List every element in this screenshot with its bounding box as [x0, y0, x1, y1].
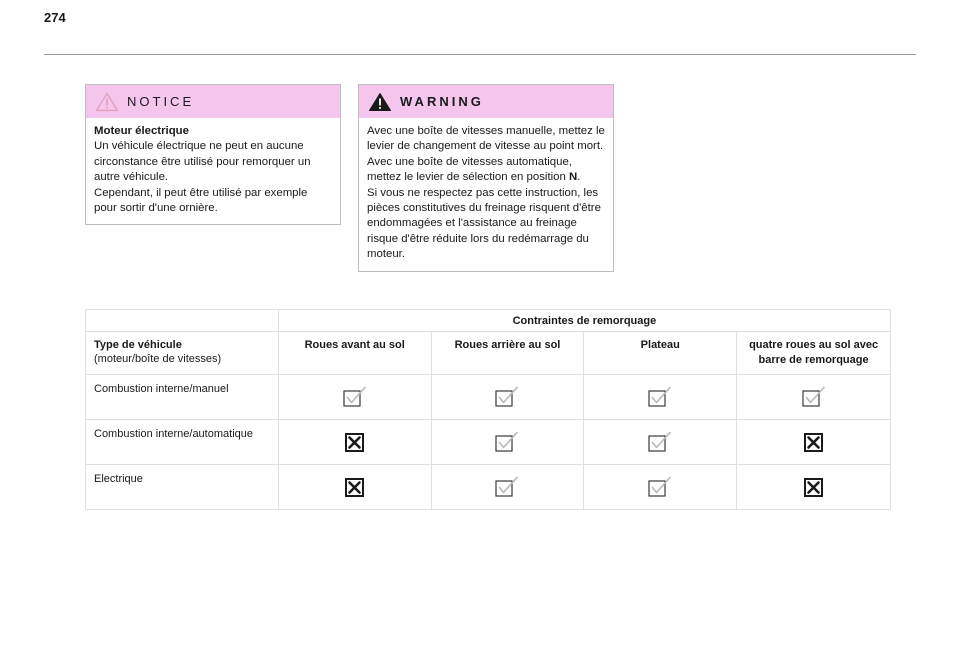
table-cell	[737, 420, 891, 465]
table-cell	[737, 465, 891, 510]
warning-triangle-outline-icon	[95, 92, 119, 112]
table-empty-corner	[86, 310, 279, 332]
table-cell	[584, 420, 737, 465]
page-number: 274	[44, 10, 66, 25]
header-divider	[44, 54, 916, 55]
column-header-flatbed: Plateau	[584, 332, 737, 375]
table-cell	[431, 465, 584, 510]
warning-paragraph-3: Si vous ne respectez pas cette instruction, les pièces constitutives du freinage risquent d'être endommagées et l'assistance au freinage risque d'être réduite lors du redémarrage du moteur.	[367, 186, 601, 261]
check-box-icon	[495, 431, 519, 453]
check-box-icon	[648, 431, 672, 453]
notice-box	[85, 84, 341, 225]
cross-box-icon	[802, 431, 826, 453]
notice-body	[86, 118, 340, 224]
warning-box	[358, 84, 614, 272]
notice-paragraph-1: Un véhicule électrique ne peut en aucune circonstance être utilisé pour remorquer un autre véhicule.	[94, 140, 311, 184]
table-cell	[584, 465, 737, 510]
row-header-title: Type de véhicule	[94, 339, 182, 351]
warning-paragraph-1: Avec une boîte de vitesses manuelle, mettez le levier de changement de vitesse au point mort.	[367, 125, 605, 153]
check-box-icon	[495, 386, 519, 408]
row-label: Combustion interne/manuel	[86, 375, 279, 420]
row-header-subtitle: (moteur/boîte de vitesses)	[94, 353, 222, 365]
warning-title: WARNING	[400, 94, 484, 109]
warning-paragraph-2-end: .	[577, 171, 581, 184]
table-cell	[431, 375, 584, 420]
table-cell	[737, 375, 891, 420]
cross-box-icon	[343, 476, 367, 498]
row-header-vehicle-type	[86, 332, 279, 375]
towing-constraints-table	[85, 309, 891, 510]
table-column-header-row	[86, 332, 891, 375]
check-box-icon	[495, 476, 519, 498]
check-box-icon	[648, 386, 672, 408]
table-cell	[278, 420, 431, 465]
row-label: Combustion interne/automatique	[86, 420, 279, 465]
warning-header	[359, 85, 613, 118]
cross-box-icon	[343, 431, 367, 453]
notice-title: NOTICE	[127, 94, 195, 109]
check-box-icon	[648, 476, 672, 498]
table-cell	[431, 420, 584, 465]
column-header-rear-wheels: Roues arrière au sol	[431, 332, 584, 375]
warning-triangle-filled-icon	[368, 92, 392, 112]
table-group-header-row	[86, 310, 891, 332]
gear-position-n: N	[568, 171, 578, 184]
table-cell	[278, 465, 431, 510]
warning-paragraph-2	[367, 155, 605, 186]
cross-box-icon	[802, 476, 826, 498]
row-label: Electrique	[86, 465, 279, 510]
table-cell	[278, 375, 431, 420]
table-row	[86, 465, 891, 510]
check-box-icon	[343, 386, 367, 408]
warning-paragraph-2-text: Avec une boîte de vitesses automatique, mettez le levier de sélection en position	[367, 155, 572, 184]
column-header-front-wheels: Roues avant au sol	[278, 332, 431, 375]
table-cell	[584, 375, 737, 420]
check-box-icon	[802, 386, 826, 408]
table-row	[86, 420, 891, 465]
notice-paragraph-2: Cependant, il peut être utilisé par exemple pour sortir d'une ornière.	[94, 186, 308, 215]
notice-heading: Moteur électrique	[94, 125, 189, 137]
notice-header	[86, 85, 340, 118]
column-header-four-wheels-tow-bar: quatre roues au sol avec barre de remorquage	[737, 332, 891, 375]
table-row	[86, 375, 891, 420]
warning-body	[359, 118, 613, 271]
table-group-header: Contraintes de remorquage	[278, 310, 890, 332]
